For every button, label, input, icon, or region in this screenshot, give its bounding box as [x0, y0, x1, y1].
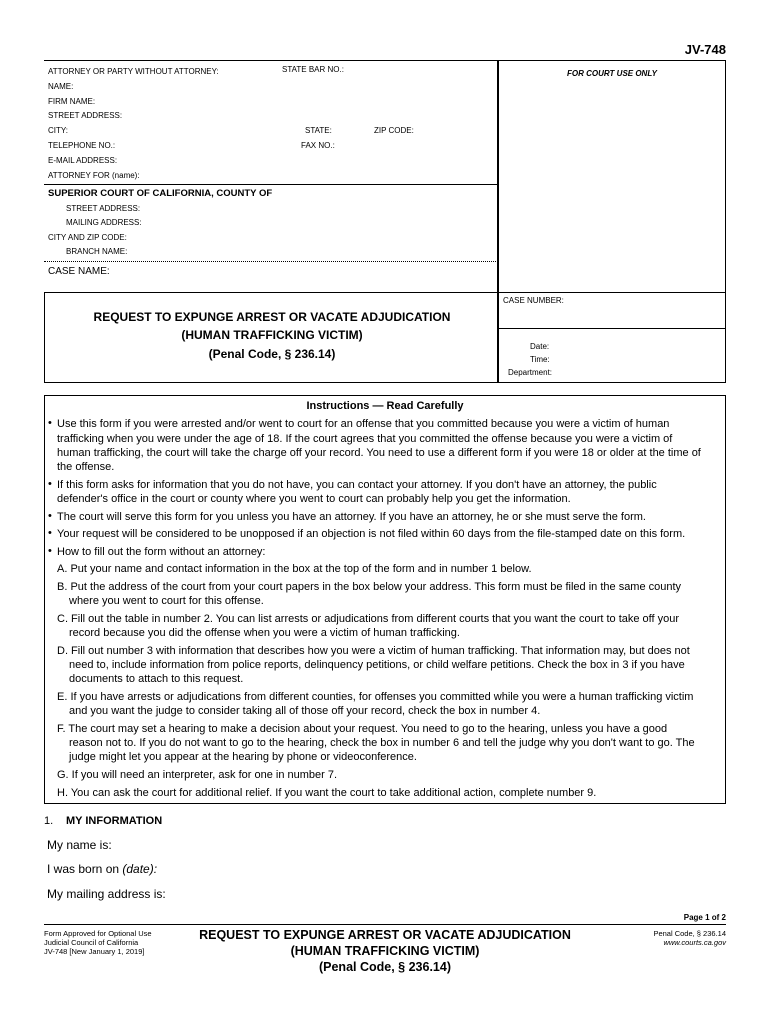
hearing-date-label[interactable]: Date:	[530, 342, 550, 351]
footer-title-line2: (HUMAN TRAFFICKING VICTIM)	[290, 944, 480, 958]
bullet-icon: •	[48, 478, 52, 490]
birth-date-prefix: I was born on	[47, 862, 123, 876]
court-street-label[interactable]: STREET ADDRESS:	[66, 204, 141, 213]
footer-title-line1: REQUEST TO EXPUNGE ARREST OR VACATE ADJUDICATION	[199, 928, 571, 942]
firm-name-label[interactable]: FIRM NAME:	[48, 97, 96, 106]
telephone-label[interactable]: TELEPHONE NO.:	[48, 141, 116, 150]
attorney-block	[44, 61, 498, 185]
form-number: JV-748	[684, 42, 726, 57]
instruction-line: reason not to. If you do not want to go to the hearing, check the box in number 6 and tell the judge why you don't want to go. The	[69, 737, 695, 749]
instruction-line: If this form asks for information that you do not have, you can contact your attorney. If you don't have an attorney, the public	[57, 479, 657, 491]
form-title-line3: (Penal Code, § 236.14)	[208, 347, 336, 361]
attorney-name-label[interactable]: NAME:	[48, 82, 74, 91]
case-name-divider	[44, 261, 498, 262]
instruction-line: record because you did the offense when you were a victim of human trafficking.	[69, 627, 460, 639]
instruction-line: Your request will be considered to be unopposed if an objection is not filed within 60 days from the file-stamped date on this form.	[57, 528, 686, 540]
instruction-line: trafficking when you were under the age of 18. If the court agrees that you committed the offense because you were a victim of	[57, 433, 673, 445]
instruction-line: D. Fill out number 3 with information that describes how you were a victim of human trafficking. That information may, but does not	[57, 645, 690, 657]
instruction-line: and you want the judge to consider taking all of those off your record, check the box in number 4.	[69, 705, 541, 717]
court-use-box	[498, 60, 726, 293]
form-approved-text: Form Approved for Optional Use	[44, 929, 152, 938]
section-number: 1.	[44, 815, 54, 827]
instruction-line: B. Put the address of the court from your court papers in the box below your address. This form must be filed in the same county	[57, 581, 682, 593]
penal-code-text: Penal Code, § 236.14	[653, 929, 726, 938]
state-label[interactable]: STATE:	[305, 126, 332, 135]
attorney-for-label[interactable]: ATTORNEY FOR (name):	[48, 171, 140, 180]
instruction-line: the offense.	[57, 461, 115, 473]
instruction-line: Use this form if you were arrested and/or went to court for an offense that you committed because you were a victim of human	[57, 418, 670, 430]
hearing-department-label[interactable]: Department:	[508, 368, 553, 377]
bullet-icon: •	[48, 510, 52, 522]
instructions-title: Instructions — Read Carefully	[306, 400, 464, 412]
form-date-text: JV-748 [New January 1, 2019]	[44, 947, 145, 956]
instruction-line: A. Put your name and contact information in the box at the top of the form and in number 1 below.	[57, 563, 532, 575]
bullet-icon: •	[48, 417, 52, 429]
my-name-label[interactable]: My name is:	[47, 838, 112, 852]
attorney-street-label[interactable]: STREET ADDRESS:	[48, 111, 123, 120]
instruction-line: C. Fill out the table in number 2. You can list arrests or adjudications from different courts that you want the court to take off your	[57, 613, 680, 625]
mailing-address-label[interactable]: My mailing address is:	[47, 887, 166, 901]
bullet-icon: •	[48, 527, 52, 539]
case-number-label: CASE NUMBER:	[503, 296, 564, 305]
caption-box	[44, 60, 498, 293]
fax-label[interactable]: FAX NO.:	[301, 141, 335, 150]
hearing-time-label[interactable]: Time:	[530, 355, 550, 364]
instruction-line: defender's office in the court or county where you went to court can probably help you get the information.	[57, 493, 571, 505]
attorney-party-label: ATTORNEY OR PARTY WITHOUT ATTORNEY:	[48, 67, 219, 76]
city-label[interactable]: CITY:	[48, 126, 69, 135]
instruction-line: H. You can ask the court for additional relief. If you want the court to take additional action, complete number 9.	[57, 787, 597, 799]
footer-divider	[44, 924, 726, 925]
bullet-icon: •	[48, 545, 52, 557]
email-label[interactable]: E-MAIL ADDRESS:	[48, 156, 118, 165]
section-title: MY INFORMATION	[66, 815, 163, 827]
instruction-line: F. The court may set a hearing to make a decision about your request. You need to go to the hearing, unless you have a good	[57, 723, 668, 735]
form-title-box	[44, 293, 498, 383]
court-mailing-label[interactable]: MAILING ADDRESS:	[66, 218, 142, 227]
instruction-line: How to fill out the form without an attorney:	[57, 546, 266, 558]
instruction-line: judge might let you appear at the hearing by phone or videoconference.	[69, 751, 417, 763]
court-title: SUPERIOR COURT OF CALIFORNIA, COUNTY OF	[48, 188, 273, 199]
footer-title-line3: (Penal Code, § 236.14)	[318, 960, 451, 974]
court-use-label: FOR COURT USE ONLY	[567, 69, 657, 78]
instruction-line: human trafficking, the court will take the charge off your record. You need to use a different form if you were 18 or older at the time of	[57, 447, 701, 459]
instruction-line: documents to attach to this request.	[69, 673, 244, 685]
hearing-box	[498, 329, 726, 383]
instruction-line: need to, include information from police reports, delinquency petitions, or child welfare petitions. Check the box in 3 if you have	[69, 659, 685, 671]
birth-date-label[interactable]	[47, 862, 157, 876]
case-number-box[interactable]	[498, 293, 726, 329]
instruction-line: The court will serve this form for you unless you have an attorney. If you have an attorney, he or she must serve the form.	[57, 511, 646, 523]
page-indicator: Page 1 of 2	[683, 913, 726, 922]
case-name-label[interactable]: CASE NAME:	[48, 266, 110, 277]
judicial-council-text: Judicial Council of California	[44, 938, 139, 947]
instruction-line: G. If you will need an interpreter, ask for one in number 7.	[57, 769, 338, 781]
form-title-line1: REQUEST TO EXPUNGE ARREST OR VACATE ADJUDICATION	[93, 310, 451, 324]
instructions-box	[44, 395, 726, 804]
court-branch-label[interactable]: BRANCH NAME:	[66, 247, 128, 256]
zip-code-label[interactable]: ZIP CODE:	[374, 126, 414, 135]
form-title-line2: (HUMAN TRAFFICKING VICTIM)	[181, 328, 363, 342]
instruction-line: where you went to court for this offense.	[69, 595, 264, 607]
website-link[interactable]: www.courts.ca.gov	[663, 938, 726, 947]
birth-date-suffix: (date):	[122, 862, 158, 876]
state-bar-label: STATE BAR NO.:	[282, 65, 344, 74]
instruction-line: E. If you have arrests or adjudications from different counties, for offenses you committed while you were a human trafficking victim	[57, 691, 694, 703]
court-city-zip-label[interactable]: CITY AND ZIP CODE:	[48, 233, 127, 242]
